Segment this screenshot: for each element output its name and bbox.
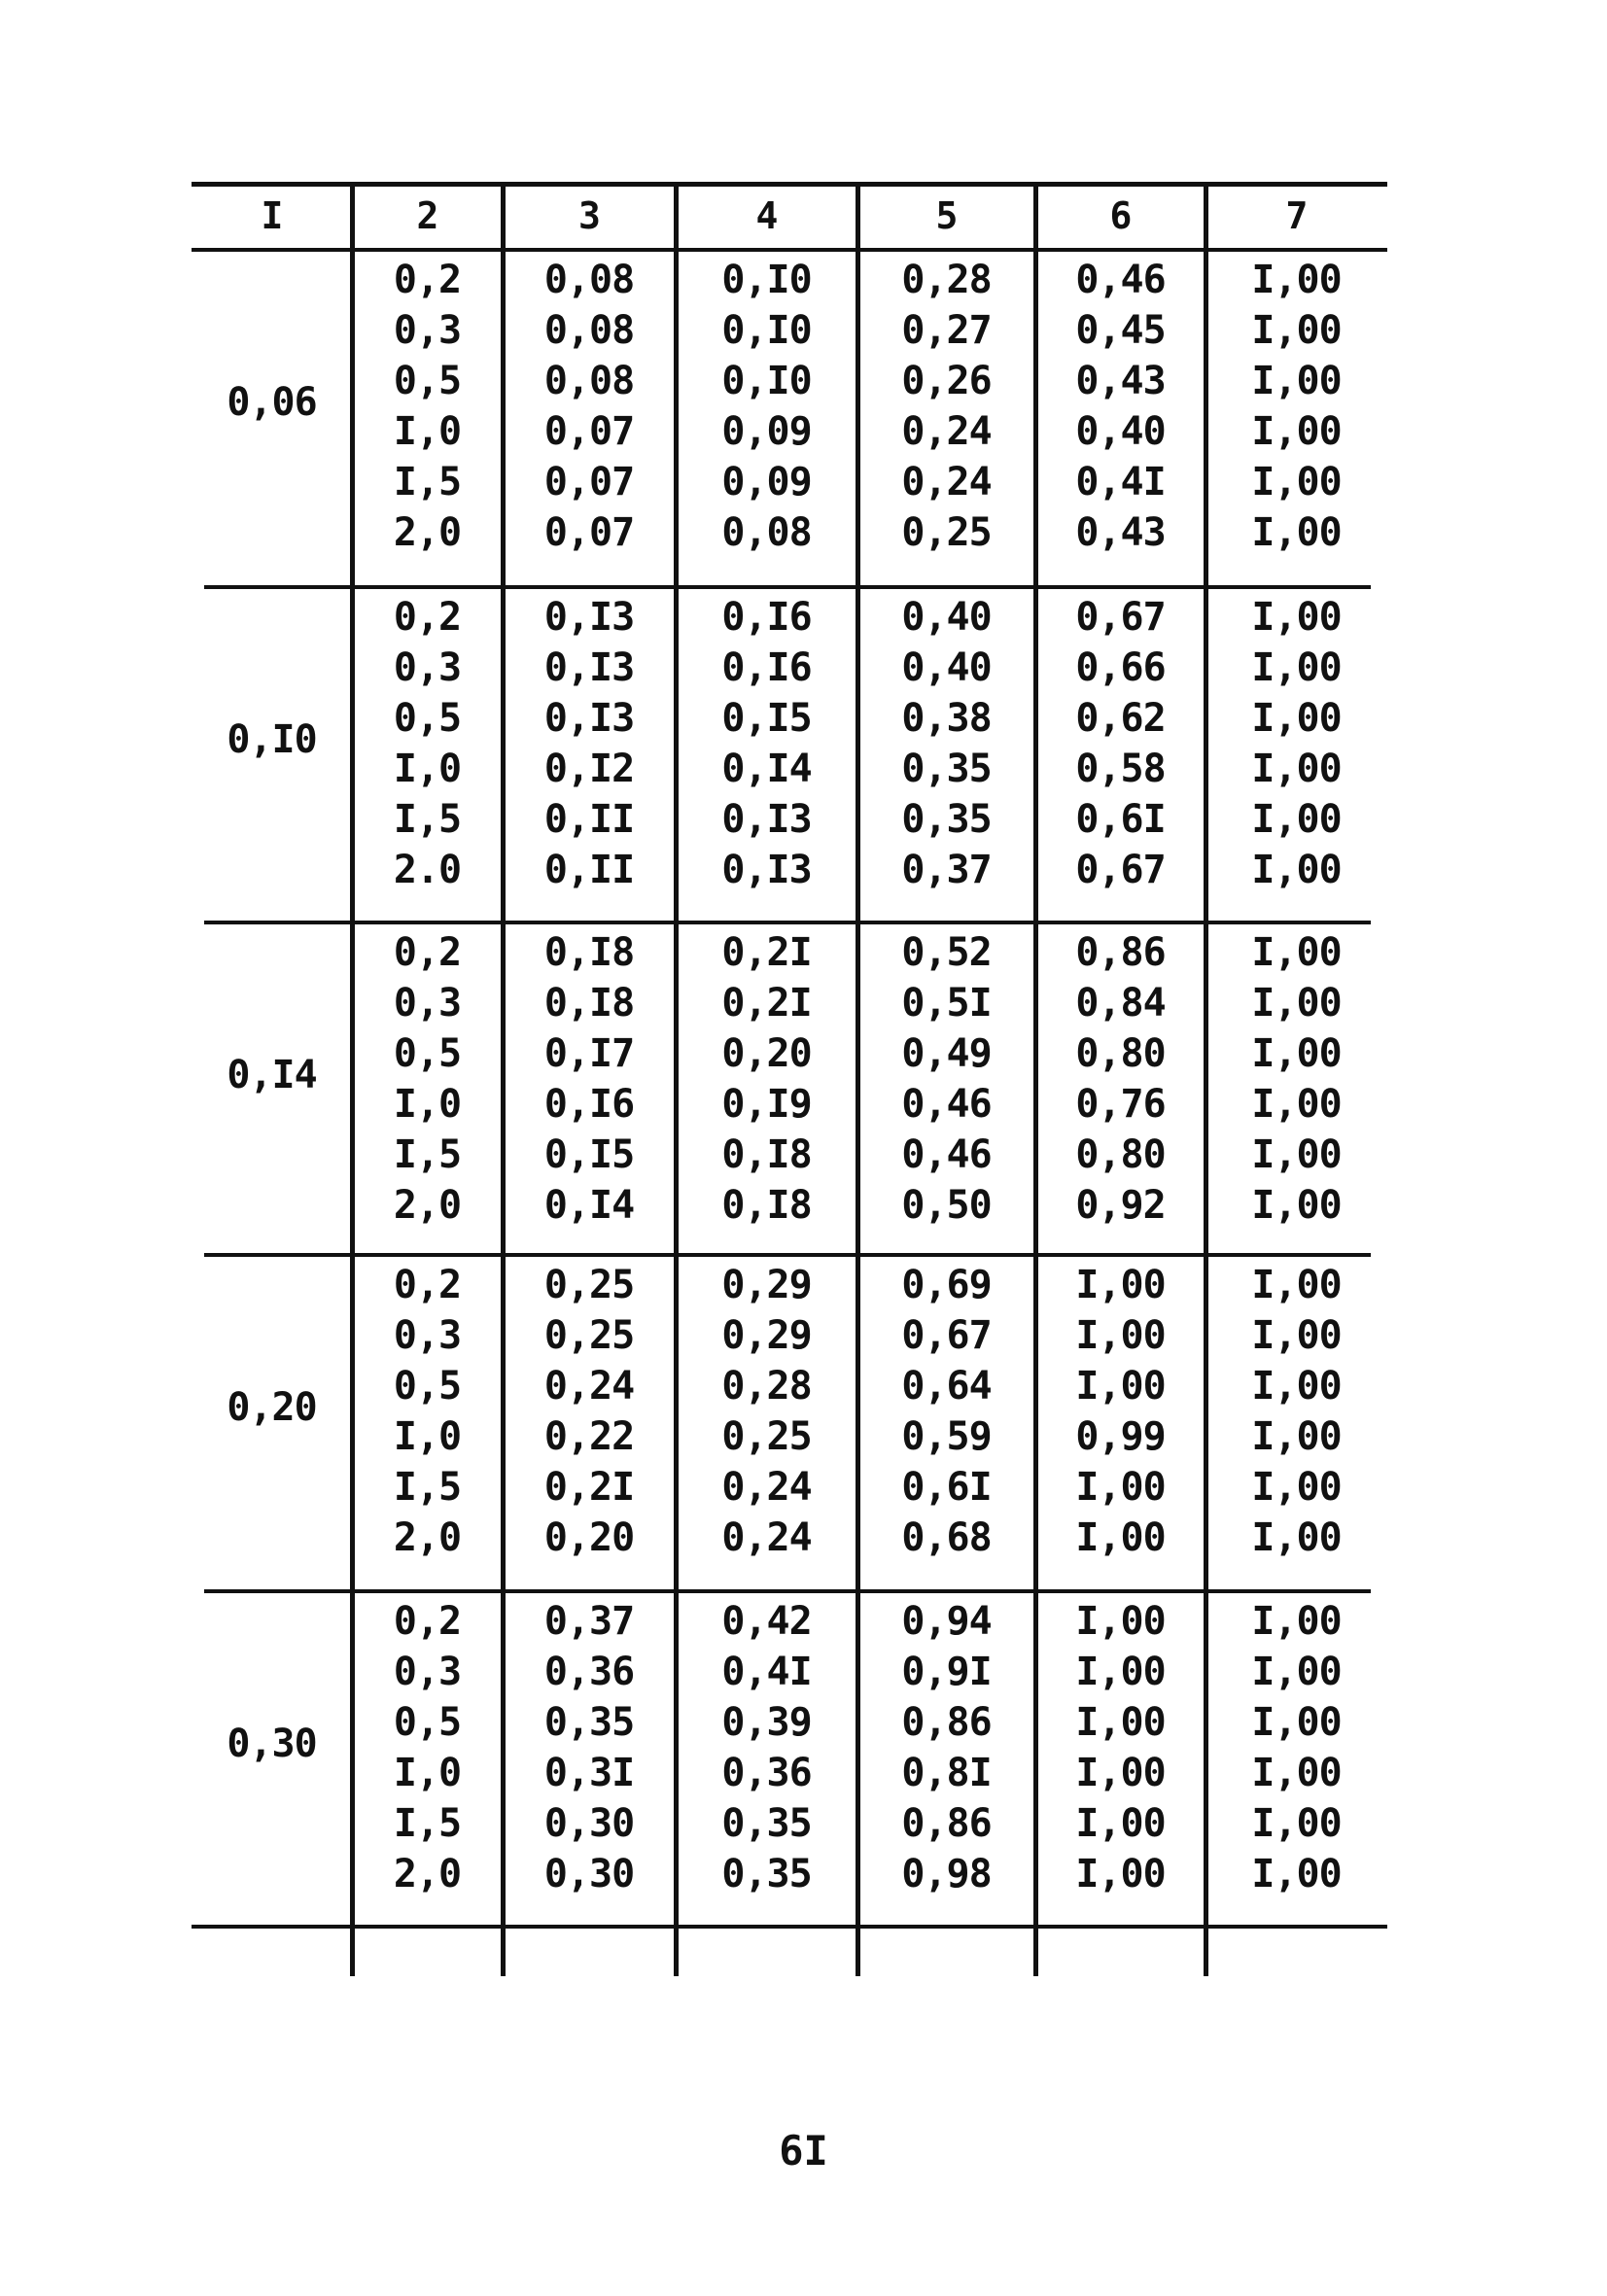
table-cell: I,5 <box>393 797 462 842</box>
table-cell: 0,I2 <box>543 747 635 791</box>
table-cell: 0,43 <box>1075 510 1166 555</box>
table-cell: 0,24 <box>901 460 992 504</box>
table-cell: 0,I4 <box>721 747 812 791</box>
table-cell: 0,46 <box>901 1082 992 1127</box>
table-cell: 0,I3 <box>721 848 812 892</box>
table-cell: I,00 <box>1075 1751 1166 1795</box>
table-cell: 0,3 <box>393 1313 462 1358</box>
column-header-6: 6 <box>1109 194 1132 237</box>
table-cell: I,0 <box>393 747 462 791</box>
table-cell: 0,I3 <box>543 696 635 741</box>
table-cell: 0,67 <box>1075 848 1166 892</box>
table-cell: 0,40 <box>901 645 992 690</box>
table-cell: I,00 <box>1251 696 1342 741</box>
table-cell: 0,28 <box>901 258 992 302</box>
table-cell: 0,2I <box>721 930 812 975</box>
table-cell: 0,52 <box>901 930 992 975</box>
table-cell: 0,37 <box>901 848 992 892</box>
table-cell: 0,45 <box>1075 308 1166 353</box>
table-cell: 0,09 <box>721 460 812 504</box>
table-cell: I,0 <box>393 1751 462 1795</box>
table-cell: 0,38 <box>901 696 992 741</box>
table-cell: I,00 <box>1251 1801 1342 1846</box>
table-cell: 0,6I <box>1075 797 1166 842</box>
table-cell: I,00 <box>1251 409 1342 454</box>
table-cell: 0,I6 <box>721 595 812 640</box>
table-cell: I,00 <box>1251 595 1342 640</box>
table-cell: 0,I7 <box>543 1031 635 1076</box>
table-cell: 0,4I <box>721 1650 812 1694</box>
table-cell: 0,2 <box>393 595 462 640</box>
table-cell: 0,I8 <box>721 1132 812 1177</box>
table-cell: 0,5 <box>393 1364 462 1409</box>
table-cell: 0,II <box>543 848 635 892</box>
table-cell: I,5 <box>393 460 462 504</box>
table-cell: I,5 <box>393 1801 462 1846</box>
table-cell: I,0 <box>393 409 462 454</box>
table-cell: 0,24 <box>901 409 992 454</box>
table-cell: I,00 <box>1251 1852 1342 1896</box>
table-cell: 0,25 <box>721 1414 812 1459</box>
table-cell: 0,20 <box>543 1515 635 1560</box>
table-cell: 2,0 <box>393 510 462 555</box>
table-cell: 0,3 <box>393 981 462 1026</box>
table-cell: 0,98 <box>901 1852 992 1896</box>
table-cell: 0,25 <box>543 1313 635 1358</box>
table-cell: I,5 <box>393 1132 462 1177</box>
table-cell: 0,20 <box>721 1031 812 1076</box>
table-cell: 0,2 <box>393 1599 462 1644</box>
table-cell: 0,8I <box>901 1751 992 1795</box>
table-cell: I,00 <box>1251 848 1342 892</box>
table-cell: I,5 <box>393 1465 462 1510</box>
table-cell: I,00 <box>1251 1313 1342 1358</box>
table-cell: 0,50 <box>901 1183 992 1228</box>
table-cell: 0,80 <box>1075 1132 1166 1177</box>
table-cell: I,0 <box>393 1082 462 1127</box>
table-cell: I,00 <box>1075 1650 1166 1694</box>
table-cell: 0,40 <box>901 595 992 640</box>
table-cell: 0,29 <box>721 1313 812 1358</box>
horizontal-rule <box>204 921 1371 924</box>
column-header-2: 2 <box>416 194 438 237</box>
table-cell: I,00 <box>1251 1465 1342 1510</box>
table-cell: 0,46 <box>901 1132 992 1177</box>
table-cell: I,00 <box>1075 1313 1166 1358</box>
table-cell: 0,28 <box>721 1364 812 1409</box>
table-cell: 0,29 <box>721 1263 812 1307</box>
table-cell: 0,42 <box>721 1599 812 1644</box>
table-cell: I,00 <box>1251 510 1342 555</box>
column-header-3: 3 <box>578 194 600 237</box>
table-cell: 0,5 <box>393 696 462 741</box>
table-cell: 0,I0 <box>721 359 812 403</box>
block-label: 0,30 <box>227 1722 317 1766</box>
table-cell: I,00 <box>1251 460 1342 504</box>
table-cell: 0,I8 <box>543 981 635 1026</box>
table-cell: 0,37 <box>543 1599 635 1644</box>
table-cell: I,00 <box>1251 1183 1342 1228</box>
table-cell: 0,2I <box>543 1465 635 1510</box>
table-cell: 0,24 <box>543 1364 635 1409</box>
table-cell: 0,2 <box>393 1263 462 1307</box>
table-cell: 0,2I <box>721 981 812 1026</box>
table-cell: I,00 <box>1251 1263 1342 1307</box>
table-cell: 0,25 <box>901 510 992 555</box>
table-cell: I,00 <box>1251 1132 1342 1177</box>
table-cell: I,00 <box>1251 1751 1342 1795</box>
table-cell: 0,67 <box>901 1313 992 1358</box>
table-cell: 0,3 <box>393 645 462 690</box>
horizontal-rule <box>204 1253 1371 1257</box>
table-cell: 0,59 <box>901 1414 992 1459</box>
table-cell: 0,I3 <box>543 645 635 690</box>
table-cell: 0,I6 <box>543 1082 635 1127</box>
table-cell: 0,5 <box>393 1700 462 1745</box>
table-cell: 0,58 <box>1075 747 1166 791</box>
table-cell: 0,26 <box>901 359 992 403</box>
table-cell: 0,86 <box>1075 930 1166 975</box>
table-cell: 0,39 <box>721 1700 812 1745</box>
block-label: 0,20 <box>227 1385 317 1430</box>
table-cell: 0,43 <box>1075 359 1166 403</box>
table-cell: 0,40 <box>1075 409 1166 454</box>
table-cell: 2,0 <box>393 1852 462 1896</box>
table-cell: 0,76 <box>1075 1082 1166 1127</box>
table-cell: 0,84 <box>1075 981 1166 1026</box>
table-cell: 0,68 <box>901 1515 992 1560</box>
table-cell: 2.0 <box>393 848 462 892</box>
table-cell: I,00 <box>1251 1700 1342 1745</box>
table-cell: I,00 <box>1251 1515 1342 1560</box>
table-cell: 0,30 <box>543 1852 635 1896</box>
horizontal-rule <box>204 1589 1371 1593</box>
table-cell: 0,35 <box>721 1852 812 1896</box>
table-cell: I,00 <box>1251 359 1342 403</box>
table-cell: 0,08 <box>543 258 635 302</box>
table-cell: I,0 <box>393 1414 462 1459</box>
table-cell: 0,I4 <box>543 1183 635 1228</box>
table-cell: 0,35 <box>901 797 992 842</box>
table-cell: 0,07 <box>543 409 635 454</box>
table-cell: I,00 <box>1251 1082 1342 1127</box>
table-cell: 0,62 <box>1075 696 1166 741</box>
table-cell: 0,25 <box>543 1263 635 1307</box>
table-cell: 0,24 <box>721 1515 812 1560</box>
table-cell: 0,08 <box>721 510 812 555</box>
table-cell: 0,30 <box>543 1801 635 1846</box>
table-cell: 0,I9 <box>721 1082 812 1127</box>
table-cell: 0,22 <box>543 1414 635 1459</box>
table-cell: 0,08 <box>543 308 635 353</box>
table-cell: I,00 <box>1075 1364 1166 1409</box>
table-cell: 0,46 <box>1075 258 1166 302</box>
table-cell: 0,3I <box>543 1751 635 1795</box>
table-cell: 0,36 <box>721 1751 812 1795</box>
table-cell: I,00 <box>1251 797 1342 842</box>
table-cell: 0,3 <box>393 1650 462 1694</box>
table-cell: 0,86 <box>901 1801 992 1846</box>
table-cell: 0,35 <box>543 1700 635 1745</box>
table-cell: 0,I5 <box>721 696 812 741</box>
column-header-4: 4 <box>755 194 778 237</box>
table-cell: 0,92 <box>1075 1183 1166 1228</box>
horizontal-rule <box>204 585 1371 589</box>
page-number: 6I <box>779 2127 828 2174</box>
table-cell: 0,I6 <box>721 645 812 690</box>
table-cell: 0,2 <box>393 930 462 975</box>
table-cell: I,00 <box>1075 1515 1166 1560</box>
table-cell: 0,69 <box>901 1263 992 1307</box>
table-cell: I,00 <box>1251 1364 1342 1409</box>
table-cell: 0,07 <box>543 460 635 504</box>
table-cell: I,00 <box>1075 1700 1166 1745</box>
table-cell: I,00 <box>1075 1801 1166 1846</box>
table-cell: 0,36 <box>543 1650 635 1694</box>
table-cell: 0,5 <box>393 1031 462 1076</box>
table-cell: 0,5I <box>901 981 992 1026</box>
table-cell: 0,2 <box>393 258 462 302</box>
table-cell: 0,09 <box>721 409 812 454</box>
table-cell: 0,67 <box>1075 595 1166 640</box>
table-cell: 2,0 <box>393 1515 462 1560</box>
table-cell: I,00 <box>1251 645 1342 690</box>
table-cell: 0,I3 <box>543 595 635 640</box>
table-cell: 0,I0 <box>721 258 812 302</box>
block-label: 0,06 <box>227 380 317 425</box>
table-cell: 0,27 <box>901 308 992 353</box>
table-cell: 0,3 <box>393 308 462 353</box>
table-cell: I,00 <box>1251 1599 1342 1644</box>
table-cell: I,00 <box>1075 1599 1166 1644</box>
column-header-7: 7 <box>1285 194 1308 237</box>
table-cell: I,00 <box>1251 1650 1342 1694</box>
table-cell: I,00 <box>1075 1852 1166 1896</box>
table-cell: I,00 <box>1251 981 1342 1026</box>
table-cell: 0,35 <box>901 747 992 791</box>
table-cell: 0,49 <box>901 1031 992 1076</box>
table-cell: 0,66 <box>1075 645 1166 690</box>
table-cell: I,00 <box>1251 308 1342 353</box>
table-cell: I,00 <box>1075 1465 1166 1510</box>
table-cell: 0,II <box>543 797 635 842</box>
column-header-5: 5 <box>935 194 958 237</box>
table-cell: 0,24 <box>721 1465 812 1510</box>
table-cell: 0,99 <box>1075 1414 1166 1459</box>
table-cell: 0,6I <box>901 1465 992 1510</box>
table-cell: 0,94 <box>901 1599 992 1644</box>
table-cell: 0,5 <box>393 359 462 403</box>
table-cell: 0,9I <box>901 1650 992 1694</box>
table-cell: 0,35 <box>721 1801 812 1846</box>
column-header-1: I <box>261 194 283 237</box>
table-cell: I,00 <box>1251 930 1342 975</box>
table-cell: 0,I5 <box>543 1132 635 1177</box>
table-cell: I,00 <box>1075 1263 1166 1307</box>
block-label: 0,I0 <box>227 717 317 762</box>
table-cell: 0,07 <box>543 510 635 555</box>
table-cell: I,00 <box>1251 1414 1342 1459</box>
table-cell: I,00 <box>1251 747 1342 791</box>
table-cell: I,00 <box>1251 1031 1342 1076</box>
table-cell: 0,80 <box>1075 1031 1166 1076</box>
table-cell: I,00 <box>1251 258 1342 302</box>
table-cell: 0,I8 <box>543 930 635 975</box>
block-label: 0,I4 <box>227 1053 317 1097</box>
table-cell: 0,I0 <box>721 308 812 353</box>
table-cell: 0,I3 <box>721 797 812 842</box>
table-cell: 2,0 <box>393 1183 462 1228</box>
table-cell: 0,08 <box>543 359 635 403</box>
table-cell: 0,64 <box>901 1364 992 1409</box>
table-cell: 0,86 <box>901 1700 992 1745</box>
table-cell: 0,I8 <box>721 1183 812 1228</box>
table-cell: 0,4I <box>1075 460 1166 504</box>
